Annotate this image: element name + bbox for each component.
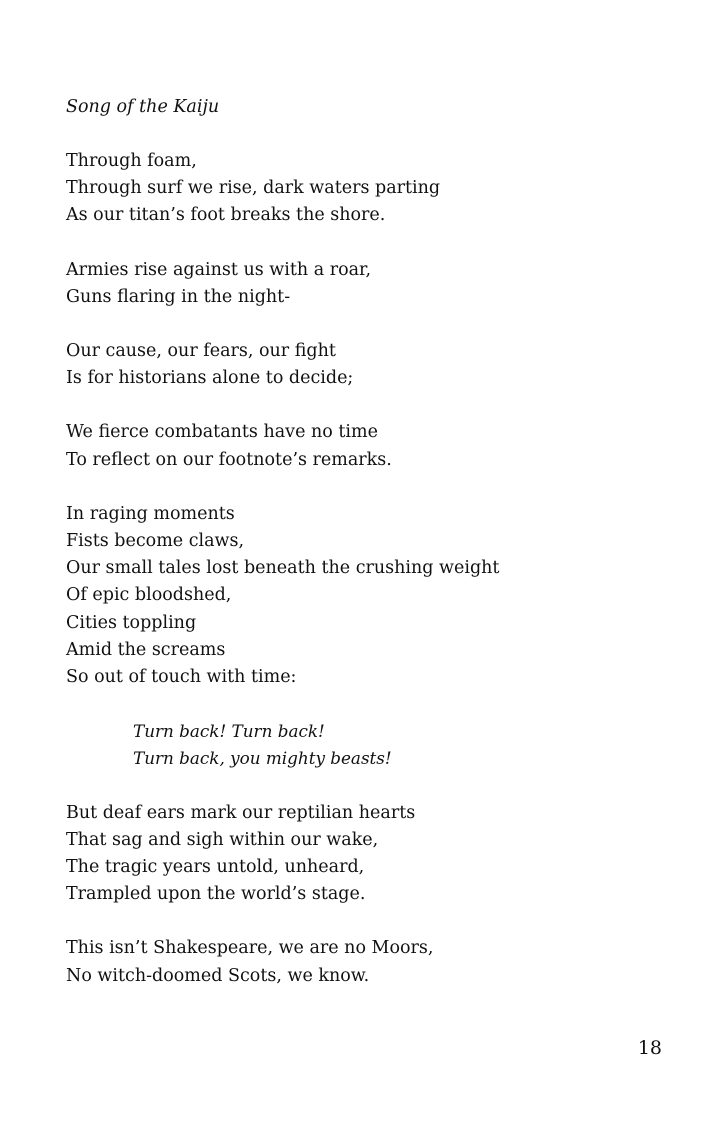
stanza-7 [66,800,686,909]
poem-title: Song of the Kaiju [66,97,220,117]
poem-line: To reflect on our footnote’s remarks. [66,449,392,470]
poem-line: Fists become claws, [66,531,245,552]
refrain-line: Turn back! Turn back! [133,721,325,742]
poem-line: Guns flaring in the night- [66,286,291,307]
stanza-8 [66,935,686,989]
poem-line: The tragic years untold, unheard, [66,857,365,878]
poem-line: Amid the screams [66,639,226,660]
poem-line: Trampled upon the world’s stage. [66,884,366,905]
poem-line: This isn’t Shakespeare, we are no Moors, [66,938,434,959]
poem-line: We fierce combatants have no time [66,422,378,443]
poem-line: Of epic bloodshed, [66,585,232,606]
stanza-4 [66,419,686,473]
stanza-3 [66,338,686,392]
refrain-line: Turn back, you mighty beasts! [133,748,392,769]
page-number: 18 [637,1037,662,1059]
stanza-1 [66,148,686,230]
poem-line: So out of touch with time: [66,667,297,688]
stanza-refrain [66,718,686,772]
poem-line: Our cause, our fears, our fight [66,341,336,362]
poem-line: In raging moments [66,503,235,524]
poem-line: Through surf we rise, dark waters parting [66,178,441,199]
poem-line: Is for historians alone to decide; [66,368,354,389]
poem-line: Armies rise against us with a roar, [66,259,372,280]
stanza-2 [66,257,686,311]
poem-line: That sag and sigh within our wake, [66,829,379,850]
poem-line: Our small tales lost beneath the crushing weight [66,558,500,579]
poem-line: Through foam, [66,151,197,171]
poem-line: No witch-doomed Scots, we know. [66,965,370,986]
stanza-5 [66,501,686,691]
poem-line: But deaf ears mark our reptilian hearts [66,802,416,823]
poem-body [66,148,686,1017]
poem-line: Cities toppling [66,612,197,633]
poem-line: As our titan’s foot breaks the shore. [66,205,386,226]
